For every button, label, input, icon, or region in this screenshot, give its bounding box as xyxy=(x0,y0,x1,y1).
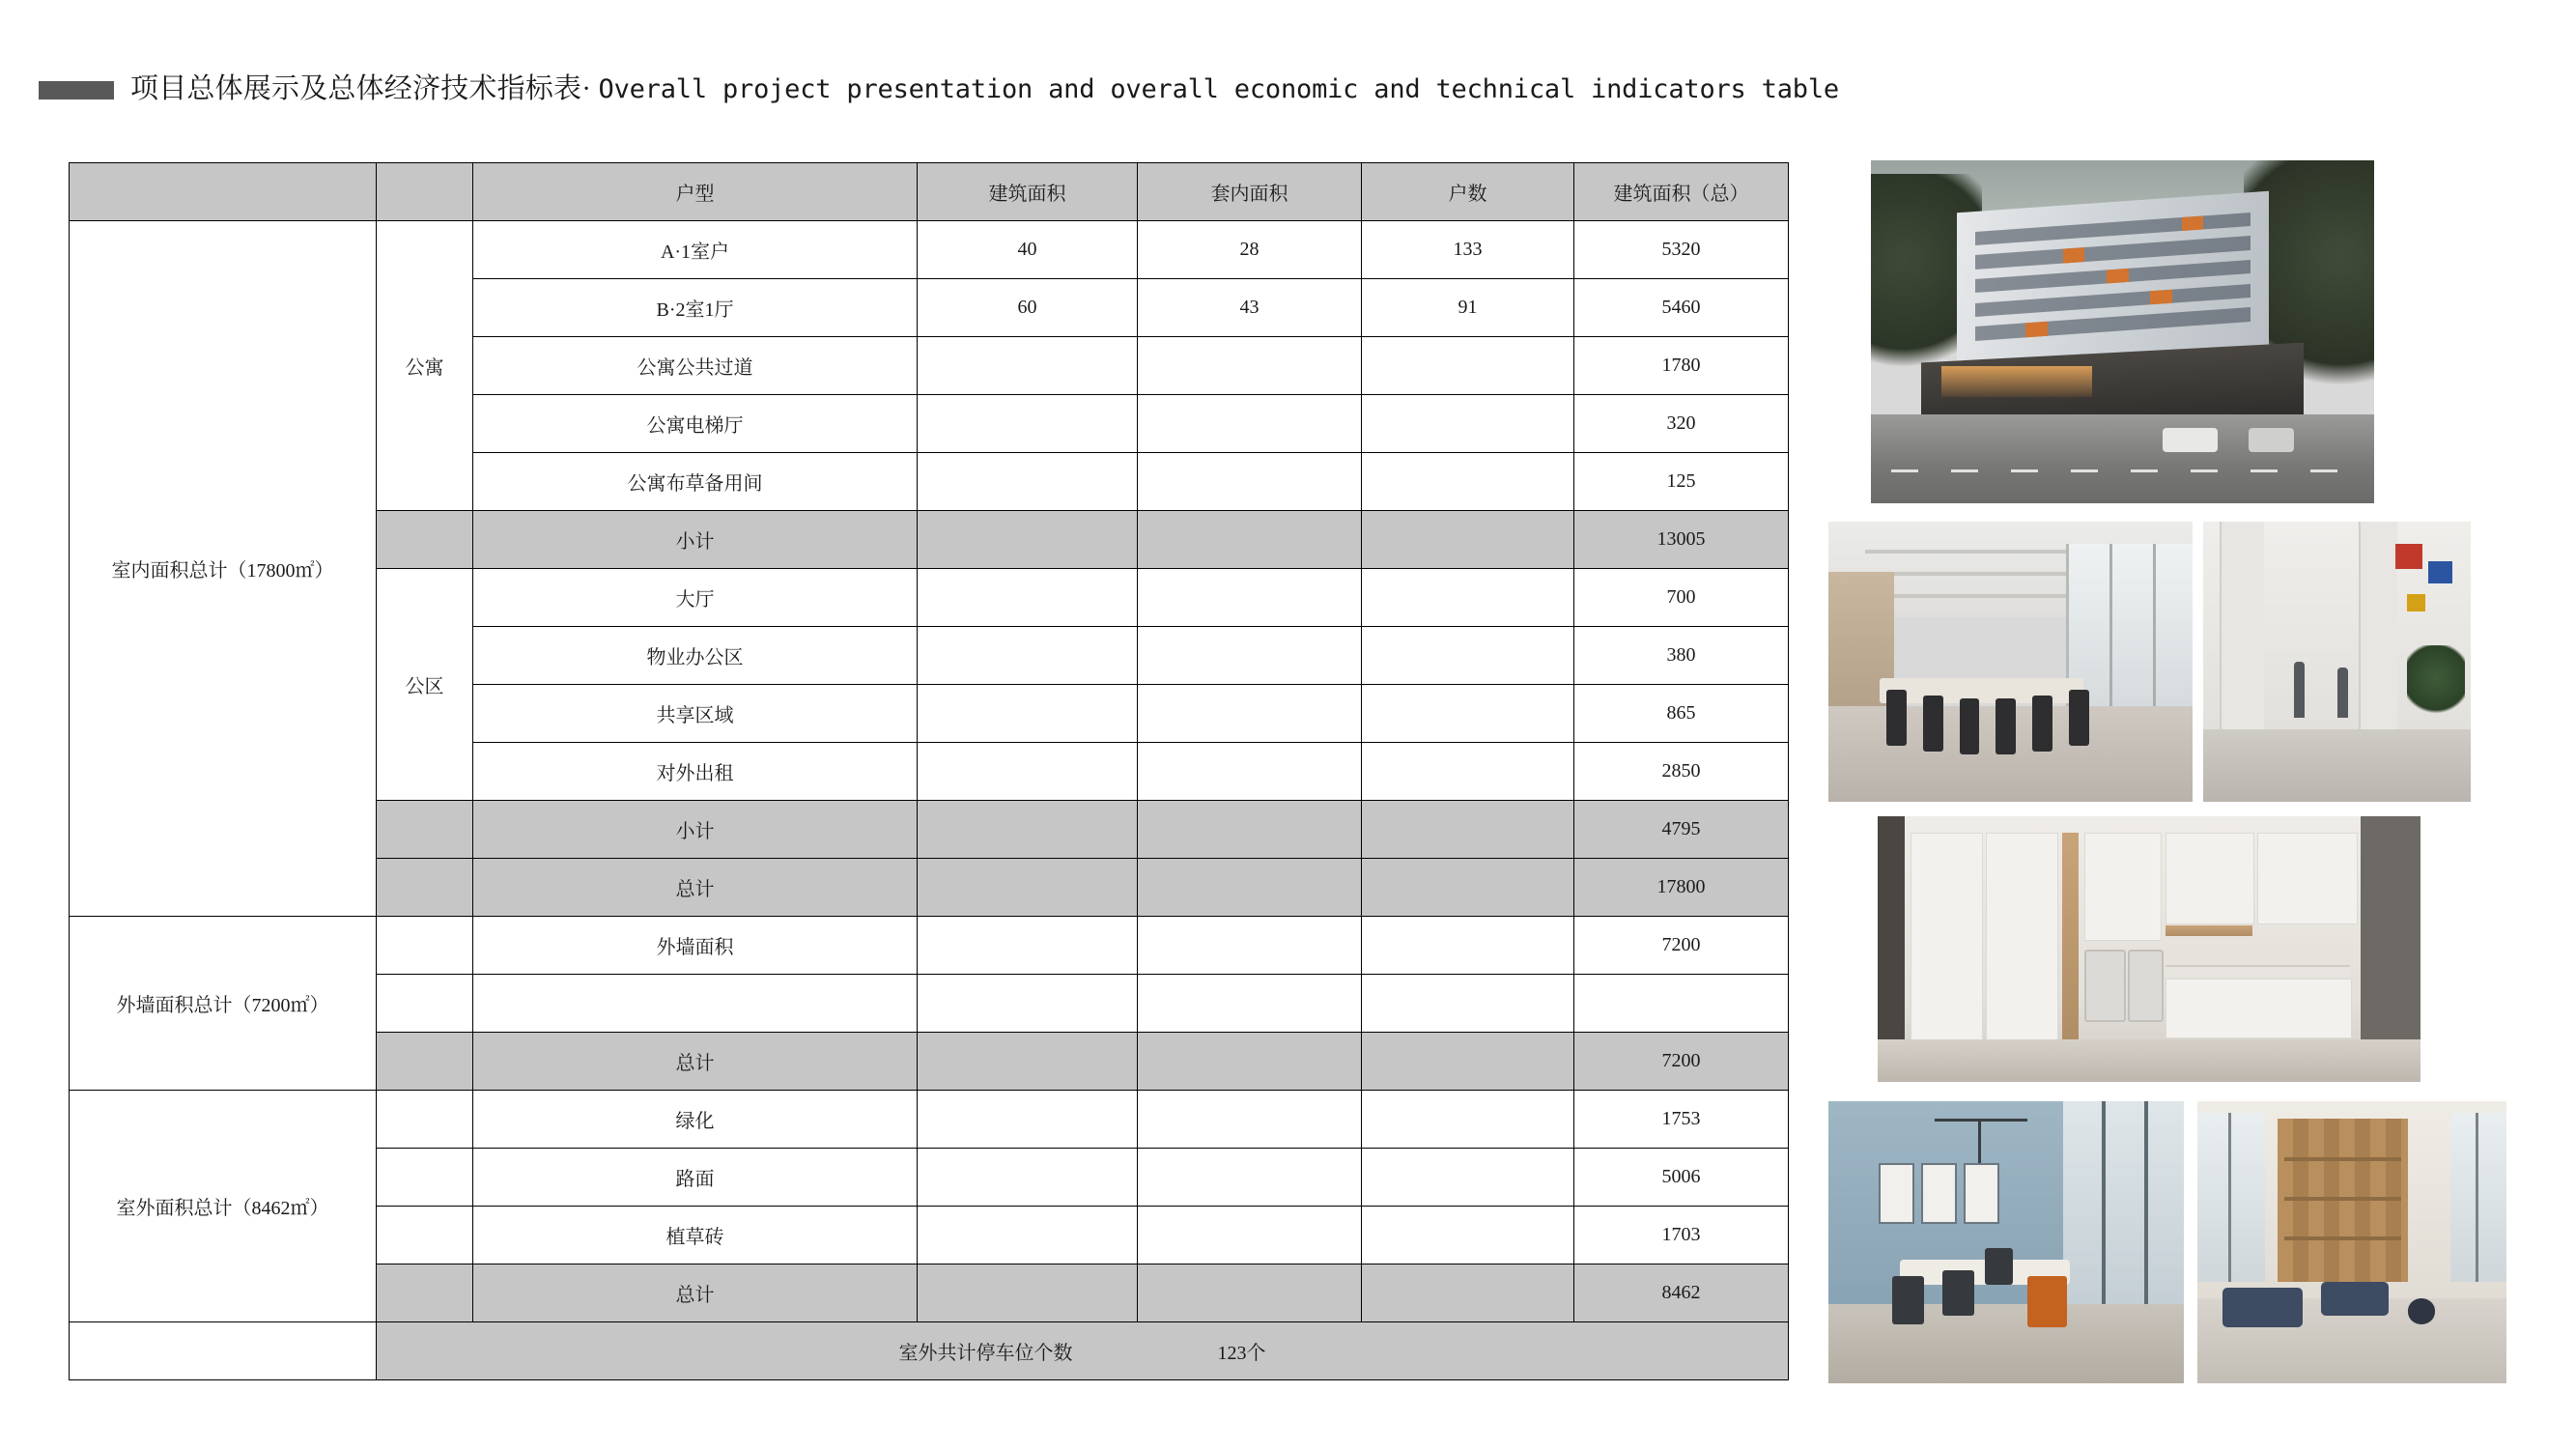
row-type: 大厅 xyxy=(473,569,918,627)
row-type: 公寓布草备用间 xyxy=(473,453,918,511)
row-units xyxy=(1362,917,1574,975)
row-gfa xyxy=(918,1149,1138,1207)
office-interior-render-image xyxy=(1828,522,2193,802)
total-gfa xyxy=(918,1264,1138,1322)
row-type: 共享区域 xyxy=(473,685,918,743)
row-type: 公寓电梯厅 xyxy=(473,395,918,453)
row-inner xyxy=(1138,1091,1362,1149)
table-footer-row xyxy=(70,1322,1789,1380)
subtotal-gfa xyxy=(918,511,1138,569)
col-head-2: 户型 xyxy=(473,163,918,221)
total-inner xyxy=(1138,1033,1362,1091)
row-inner xyxy=(1138,337,1362,395)
parking-value: 123个 xyxy=(1217,1343,1266,1364)
row-gfa xyxy=(918,569,1138,627)
total-gfa xyxy=(918,1033,1138,1091)
header-accent-bar xyxy=(39,81,114,99)
row-type: 植草砖 xyxy=(473,1207,918,1264)
meeting-room-render-image xyxy=(1828,1101,2184,1383)
total-total: 8462 xyxy=(1574,1264,1789,1322)
col-head-3: 建筑面积 xyxy=(918,163,1138,221)
row-inner xyxy=(1138,685,1362,743)
row-gfa xyxy=(918,917,1138,975)
page-title-cn: 项目总体展示及总体经济技术指标表 xyxy=(130,73,582,104)
row-units xyxy=(1362,1149,1574,1207)
row-total: 5320 xyxy=(1574,221,1789,279)
section-spacer xyxy=(377,1207,473,1264)
subtotal-units xyxy=(1362,511,1574,569)
page-title-en: Overall project presentation and overall economic and technical indicators table xyxy=(598,74,1839,104)
row-units xyxy=(1362,975,1574,1033)
total-inner xyxy=(1138,859,1362,917)
row-total: 5460 xyxy=(1574,279,1789,337)
row-type: 物业办公区 xyxy=(473,627,918,685)
row-type: B·2室1厅 xyxy=(473,279,918,337)
total-total: 17800 xyxy=(1574,859,1789,917)
total-inner xyxy=(1138,1264,1362,1322)
col-head-6: 建筑面积（总） xyxy=(1574,163,1789,221)
row-total: 1780 xyxy=(1574,337,1789,395)
row-inner xyxy=(1138,453,1362,511)
total-units xyxy=(1362,1264,1574,1322)
section-label-apartment: 公寓 xyxy=(377,221,473,511)
table-row xyxy=(70,917,1789,975)
total-total: 7200 xyxy=(1574,1033,1789,1091)
table-row xyxy=(70,221,1789,279)
row-inner xyxy=(1138,743,1362,801)
total-label: 总计 xyxy=(473,859,918,917)
total-label: 总计 xyxy=(473,1033,918,1091)
total-spacer xyxy=(377,1033,473,1091)
row-inner: 28 xyxy=(1138,221,1362,279)
subtotal-gfa xyxy=(918,801,1138,859)
row-units xyxy=(1362,1091,1574,1149)
section-spacer xyxy=(377,975,473,1033)
total-spacer xyxy=(377,859,473,917)
row-gfa xyxy=(918,743,1138,801)
section-spacer xyxy=(377,917,473,975)
subtotal-label: 小计 xyxy=(473,801,918,859)
row-inner xyxy=(1138,627,1362,685)
row-gfa xyxy=(918,1207,1138,1264)
footer-spacer xyxy=(70,1322,377,1380)
row-type: 对外出租 xyxy=(473,743,918,801)
row-units xyxy=(1362,685,1574,743)
group-label-outdoor: 室外面积总计（8462㎡） xyxy=(70,1091,377,1322)
row-type: 绿化 xyxy=(473,1091,918,1149)
row-units xyxy=(1362,1207,1574,1264)
row-gfa xyxy=(918,453,1138,511)
total-label: 总计 xyxy=(473,1264,918,1322)
row-total: 1753 xyxy=(1574,1091,1789,1149)
row-inner xyxy=(1138,395,1362,453)
subtotal-total: 4795 xyxy=(1574,801,1789,859)
subtotal-spacer xyxy=(377,801,473,859)
row-total: 7200 xyxy=(1574,917,1789,975)
total-units xyxy=(1362,1033,1574,1091)
col-head-4: 套内面积 xyxy=(1138,163,1362,221)
group-label-facade: 外墙面积总计（7200㎡） xyxy=(70,917,377,1091)
indicators-table-wrap xyxy=(69,162,1788,1380)
row-gfa: 40 xyxy=(918,221,1138,279)
indicators-table xyxy=(69,162,1789,1380)
page-title xyxy=(130,60,1839,118)
row-type: 外墙面积 xyxy=(473,917,918,975)
subtotal-spacer xyxy=(377,511,473,569)
exterior-render-image xyxy=(1871,160,2374,503)
row-units xyxy=(1362,627,1574,685)
col-head-5: 户数 xyxy=(1362,163,1574,221)
row-inner xyxy=(1138,569,1362,627)
total-units xyxy=(1362,859,1574,917)
lobby-interior-render-image xyxy=(2203,522,2471,802)
row-inner xyxy=(1138,917,1362,975)
subtotal-units xyxy=(1362,801,1574,859)
kitchen-wardrobe-render-image xyxy=(1878,816,2420,1082)
row-gfa: 60 xyxy=(918,279,1138,337)
row-total: 320 xyxy=(1574,395,1789,453)
row-inner xyxy=(1138,1149,1362,1207)
total-gfa xyxy=(918,859,1138,917)
row-total: 865 xyxy=(1574,685,1789,743)
row-total: 125 xyxy=(1574,453,1789,511)
row-units xyxy=(1362,395,1574,453)
page-title-separator: · xyxy=(581,73,592,104)
group-label-indoor: 室内面积总计（17800㎡） xyxy=(70,221,377,917)
subtotal-inner xyxy=(1138,511,1362,569)
row-type: 公寓公共过道 xyxy=(473,337,918,395)
row-total: 5006 xyxy=(1574,1149,1789,1207)
row-inner: 43 xyxy=(1138,279,1362,337)
row-inner xyxy=(1138,1207,1362,1264)
row-units: 91 xyxy=(1362,279,1574,337)
total-spacer xyxy=(377,1264,473,1322)
section-spacer xyxy=(377,1149,473,1207)
row-units: 133 xyxy=(1362,221,1574,279)
section-spacer xyxy=(377,1091,473,1149)
table-row xyxy=(70,1091,1789,1149)
row-gfa xyxy=(918,337,1138,395)
row-total: 1703 xyxy=(1574,1207,1789,1264)
row-inner xyxy=(1138,975,1362,1033)
row-total xyxy=(1574,975,1789,1033)
parking-label: 室外共计停车位个数 xyxy=(898,1343,1073,1364)
row-total: 700 xyxy=(1574,569,1789,627)
row-units xyxy=(1362,337,1574,395)
col-head-0 xyxy=(70,163,377,221)
row-total: 380 xyxy=(1574,627,1789,685)
subtotal-label: 小计 xyxy=(473,511,918,569)
row-type: A·1室户 xyxy=(473,221,918,279)
subtotal-total: 13005 xyxy=(1574,511,1789,569)
row-type xyxy=(473,975,918,1033)
row-units xyxy=(1362,743,1574,801)
table-header-row xyxy=(70,163,1789,221)
page-header xyxy=(0,60,2576,118)
section-label-public: 公区 xyxy=(377,569,473,801)
lounge-render-image xyxy=(2197,1101,2506,1383)
row-gfa xyxy=(918,975,1138,1033)
row-units xyxy=(1362,453,1574,511)
row-gfa xyxy=(918,1091,1138,1149)
subtotal-inner xyxy=(1138,801,1362,859)
row-units xyxy=(1362,569,1574,627)
row-gfa xyxy=(918,395,1138,453)
row-gfa xyxy=(918,627,1138,685)
parking-footer xyxy=(377,1322,1789,1380)
col-head-1 xyxy=(377,163,473,221)
row-gfa xyxy=(918,685,1138,743)
row-total: 2850 xyxy=(1574,743,1789,801)
row-type: 路面 xyxy=(473,1149,918,1207)
